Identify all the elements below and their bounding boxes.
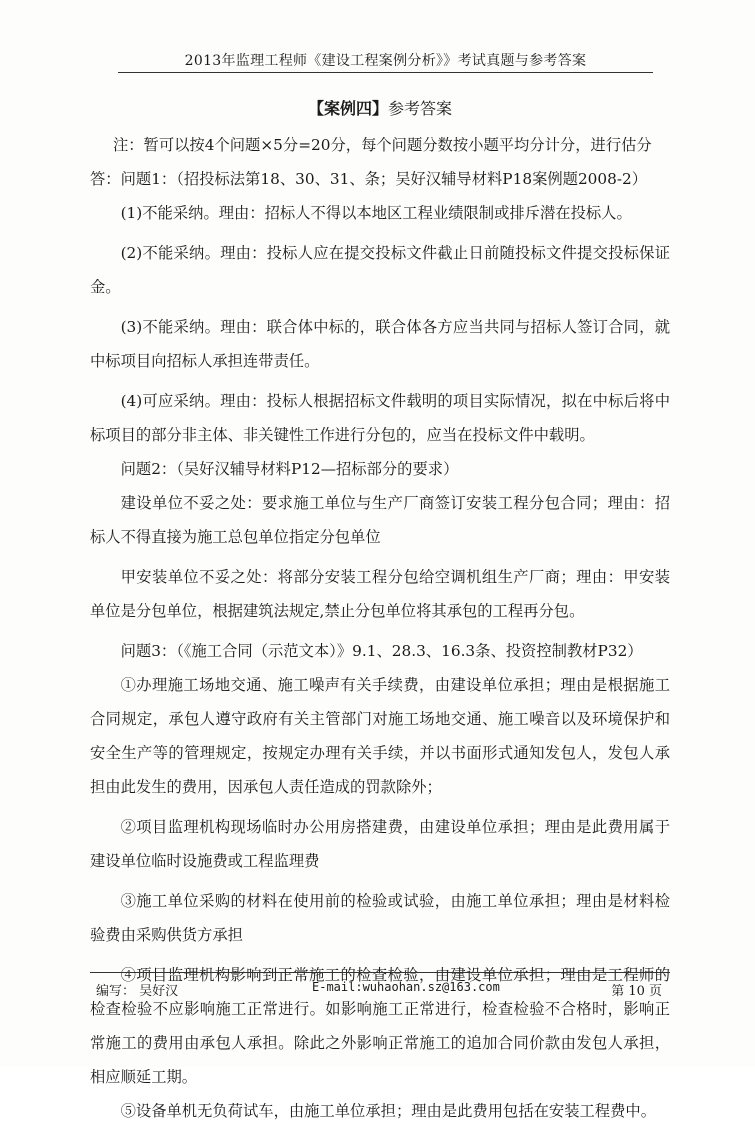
paragraph-q1-item-4: (4)可应采纳。理由：投标人根据招标文件载明的项目实际情况，拟在中标后将中标项目的部分非主体、非关键性工作进行分包的，应当在投标文件中载明。 — [90, 392, 670, 444]
header-rule — [118, 72, 653, 73]
paragraph-q3-item-1: ①办理施工场地交通、施工噪声有关手续费，由建设单位承担；理由是根据施工合同规定，承包人遵守政府有关主管部门对施工场地交通、施工噪音以及环境保护和安全生产等的管理规定，按规定办理有关手续，并以书面形式通知发包人，发包人承担由此发生的费用，因承包人责任造成的罚款除外； — [90, 676, 670, 796]
paragraph-q2-item-1: 建设单位不妥之处：要求施工单位与生产厂商签订安装工程分包合同；理由：招标人不得直接为施工总包单位指定分包单位 — [90, 494, 670, 546]
paragraph-q1-item-2: (2)不能采纳。理由：投标人应在提交投标文件截止日前随投标文件提交投标保证金。 — [90, 244, 670, 296]
paragraph-q2-heading: 问题2：（吴好汉辅导材料P12—招标部分的要求） — [120, 460, 459, 478]
section-title — [90, 92, 670, 126]
paragraph-q1-heading: 答：问题1：（招投标法第18、30、31、条；吴好汉辅导材料P18案例题2008-2） — [90, 170, 648, 188]
paragraph-q3-item-3: ③施工单位采购的材料在使用前的检验或试验，由施工单位承担；理由是材料检验费由采购供货方承担 — [90, 892, 670, 944]
paragraph-note: 注：暂可以按4个问题×5分=20分，每个问题分数按小题平均分计分，进行估分 — [112, 136, 652, 154]
section-title-rest: 参考答案 — [388, 99, 453, 118]
paragraph-q3-heading: 问题3：（《施工合同（示范文本）》9.1、28.3、16.3条、投资控制教材P32） — [120, 642, 643, 660]
section-title-bracket: 【案例四】 — [307, 99, 388, 118]
footer-page-number: 第 10 页 — [611, 984, 662, 999]
footer-email: E-mail:wuhaohan.sz@163.com — [312, 980, 500, 994]
running-header: 2013年监理工程师《建设工程案例分析》》考试真题与参考答案 — [184, 53, 587, 69]
paragraph-q3-item-5: ⑤设备单机无负荷试车，由施工单位承担；理由是此费用包括在安装工程费中。 — [120, 1102, 656, 1120]
paragraph-q3-item-4: ④项目监理机构影响到正常施工的检查检验，由建设单位承担；理由是工程师的检查检验不应影响施工正常进行。如影响施工正常进行，检查检验不合格时，影响正常施工的费用由承包人承担。除此之外影响正常施工的追加合同价款由发包人承担，相应顺延工期。 — [90, 966, 670, 1086]
paragraph-q1-item-1: (1)不能采纳。理由：招标人不得以本地区工程业绩限制或排斥潜在投标人。 — [120, 204, 632, 222]
footer-rule — [90, 972, 670, 973]
running-footer — [90, 980, 670, 1000]
paragraph-q1-item-3: (3)不能采纳。理由：联合体中标的，联合体各方应当共同与招标人签订合同，就中标项目向招标人承担连带责任。 — [90, 318, 670, 370]
paragraph-q3-item-2: ②项目监理机构现场临时办公用房搭建费，由建设单位承担；理由是此费用属于建设单位临时设施费或工程监理费 — [90, 818, 670, 870]
footer-author: 编写： 吴好汉 — [96, 984, 179, 999]
paragraph-q2-item-2: 甲安装单位不妥之处：将部分安装工程分包给空调机组生产厂商；理由：甲安装单位是分包单位，根据建筑法规定,禁止分包单位将其承包的工程再分包。 — [90, 568, 670, 620]
